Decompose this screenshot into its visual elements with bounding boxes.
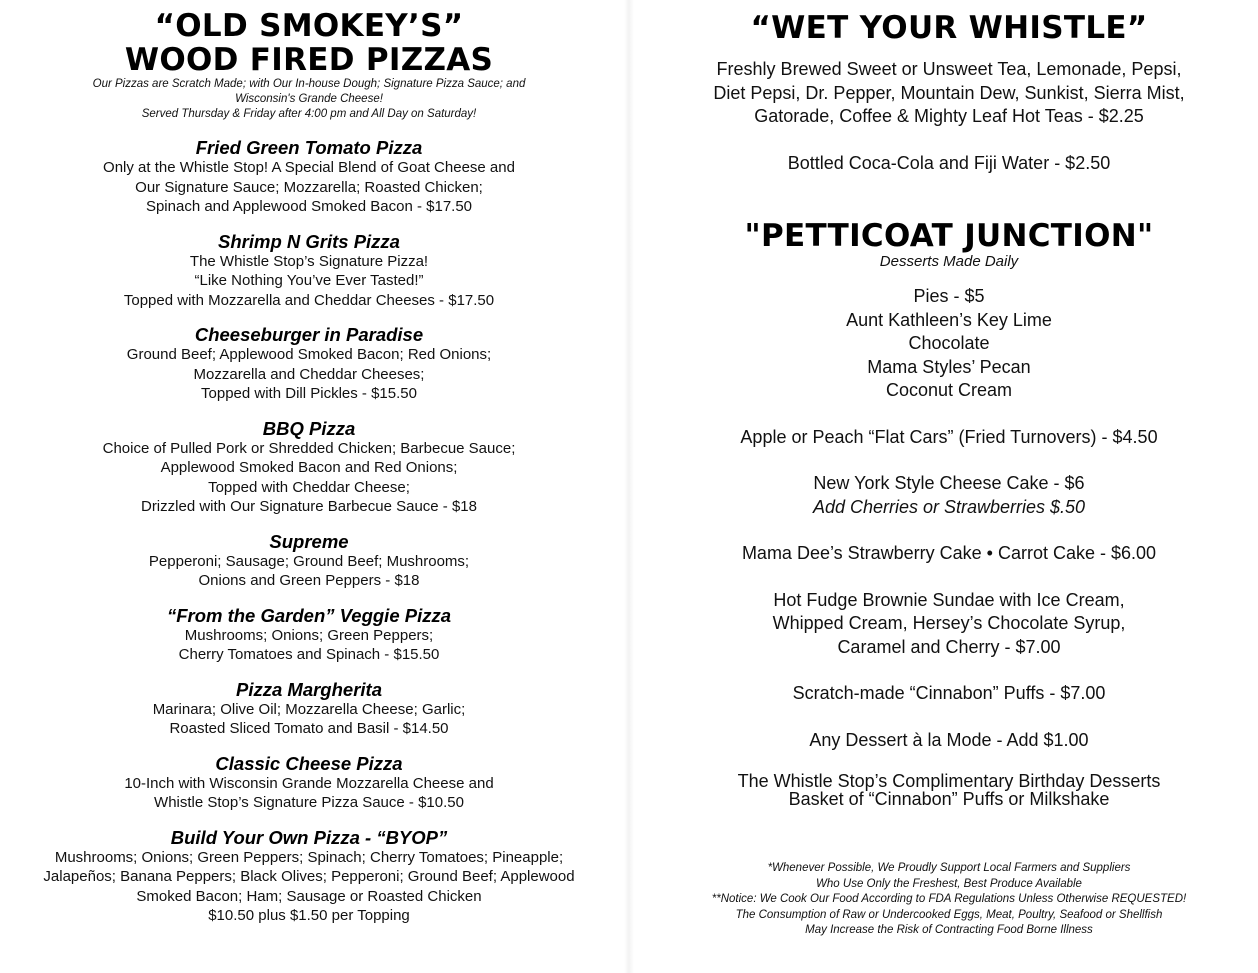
item-description: Whistle Stop’s Signature Pizza Sauce - $10.50 [154, 794, 464, 811]
pizza-intro [0, 77, 618, 122]
menu-item-shrimp-n-grits [0, 232, 618, 311]
menu-item-supreme [0, 532, 618, 591]
birthday-line: The Whistle Stop’s Complimentary Birthday Desserts [737, 771, 1161, 791]
item-description: Applewood Smoked Bacon and Red Onions; [160, 459, 458, 476]
desserts-subtitle: Desserts Made Daily [879, 253, 1019, 270]
item-name: Supreme [269, 530, 349, 552]
item-description: Spinach and Applewood Smoked Bacon - $17.50 [145, 198, 473, 215]
item-description: Drizzled with Our Signature Barbecue Sauce - $18 [140, 498, 477, 515]
notice-line: *Whenever Possible, We Proudly Support Local Farmers and Suppliers [767, 862, 1131, 874]
pies-line: Coconut Cream [885, 380, 1013, 400]
item-description: Mushrooms; Onions; Green Peppers; [184, 626, 434, 644]
sundae-line: Hot Fudge Brownie Sundae with Ice Cream, [773, 589, 1125, 610]
item-description: Ground Beef; Applewood Smoked Bacon; Red Onions; [126, 346, 492, 363]
sundae-line: Whipped Cream, Hersey’s Chocolate Syrup, [772, 613, 1126, 633]
flat-cars: Apple or Peach “Flat Cars” (Fried Turnovers) - $4.50 [740, 426, 1158, 447]
item-description: Choice of Pulled Pork or Shredded Chicken; Barbecue Sauce; [102, 439, 516, 457]
item-description: Onions and Green Peppers - $18 [198, 572, 420, 589]
item-name: “From the Garden” Veggie Pizza [166, 604, 452, 626]
fda-notice [640, 861, 1258, 939]
notice-line: May Increase the Risk of Contracting Food Borne Illness [805, 924, 1093, 936]
intro-line: Wisconsin's Grande Cheese! [235, 93, 383, 105]
birthday-line: Basket of “Cinnabon” Puffs or Milkshake [788, 789, 1110, 809]
item-description: Our Signature Sauce; Mozzarella; Roasted Chicken; [135, 178, 483, 196]
item-description: “Like Nothing You’ve Ever Tasted!” [194, 272, 424, 289]
sundae-line: Caramel and Cherry - $7.00 [837, 636, 1061, 657]
desserts-title: "PETTICOAT JUNCTION" [744, 218, 1154, 254]
item-name: Shrimp N Grits Pizza [218, 230, 400, 252]
intro-line: Our Pizzas are Scratch Made; with Our In-house Dough; Signature Pizza Sauce; and [92, 78, 526, 90]
item-description: $10.50 plus $1.50 per Topping [208, 907, 410, 924]
item-name: Fried Green Tomato Pizza [195, 137, 423, 158]
item-description: Topped with Mozzarella and Cheddar Cheeses - $17.50 [123, 291, 495, 309]
item-description: Pepperoni; Sausage; Ground Beef; Mushrooms; [148, 552, 470, 570]
menu-item-classic-cheese [0, 754, 618, 813]
pizza-title-line1: “OLD SMOKEY’S” [154, 8, 464, 44]
menu-item-pizza-margherita [0, 680, 618, 739]
notice-line: Who Use Only the Freshest, Best Produce Available [816, 877, 1082, 890]
pies-list [640, 285, 1258, 403]
item-name: Cheeseburger in Paradise [194, 324, 424, 345]
a-la-mode: Any Dessert à la Mode - Add $1.00 [809, 729, 1089, 750]
item-description: Only at the Whistle Stop! A Special Blend of Goat Cheese and [103, 159, 515, 176]
menu-item-build-your-own [0, 828, 618, 926]
item-description: The Whistle Stop’s Signature Pizza! [189, 252, 429, 270]
item-description: Topped with Dill Pickles - $15.50 [201, 385, 417, 402]
notice-line: **Notice: We Cook Our Food According to FDA Regulations Unless Otherwise REQUESTED! [711, 893, 1187, 905]
item-description: Marinara; Olive Oil; Mozzarella Cheese; Garlic; [152, 700, 466, 718]
cinnabon-puffs: Scratch-made “Cinnabon” Puffs - $7.00 [792, 683, 1106, 703]
item-name: Pizza Margherita [236, 678, 382, 700]
drinks-line: Diet Pepsi, Dr. Pepper, Mountain Dew, Sunkist, Sierra Mist, [713, 82, 1185, 103]
menu-item-veggie-pizza [0, 606, 618, 665]
pies-line: Pies - $5 [913, 286, 985, 306]
cakes: Mama Dee’s Strawberry Cake • Carrot Cake - $6.00 [741, 543, 1157, 563]
pizza-menu-page [0, 0, 618, 973]
item-name: Classic Cheese Pizza [215, 752, 403, 774]
pizza-title-line2: WOOD FIRED PIZZAS [124, 42, 494, 78]
bottled-drinks: Bottled Coca-Cola and Fiji Water - $2.50 [787, 152, 1111, 173]
menu-item-bbq-pizza [0, 419, 618, 517]
menu-item-cheeseburger-in-paradise [0, 325, 618, 404]
cheesecake: New York Style Cheese Cake - $6 [813, 473, 1085, 493]
drinks-desserts-page [640, 0, 1258, 973]
item-description: Mushrooms; Onions; Green Peppers; Spinach; Cherry Tomatoes; Pineapple; [54, 848, 564, 866]
menu-item-fried-green-tomato [0, 138, 618, 217]
sundae [640, 589, 1258, 660]
pies-line: Chocolate [908, 333, 990, 353]
pies-line: Mama Styles’ Pecan [867, 356, 1031, 377]
birthday-desserts [640, 772, 1258, 808]
item-name: BBQ Pizza [262, 417, 356, 439]
drinks-title: “WET YOUR WHISTLE” [750, 10, 1148, 46]
item-description: Roasted Sliced Tomato and Basil - $14.50 [169, 720, 449, 737]
cheesecake-addon: Add Cherries or Strawberries $.50 [812, 496, 1086, 517]
item-description: 10-Inch with Wisconsin Grande Mozzarella Cheese and [124, 774, 494, 792]
drinks-line: Gatorade, Coffee & Mighty Leaf Hot Teas - $2.25 [754, 106, 1144, 126]
intro-line: Served Thursday & Friday after 4:00 pm and All Day on Saturday! [141, 108, 477, 120]
notice-line: The Consumption of Raw or Undercooked Eggs, Meat, Poultry, Seafood or Shellfish [735, 908, 1163, 921]
item-description: Smoked Bacon; Ham; Sausage or Roasted Chicken [136, 887, 482, 905]
item-name: Build Your Own Pizza - “BYOP” [170, 826, 448, 848]
drinks-line: Freshly Brewed Sweet or Unsweet Tea, Lemonade, Pepsi, [716, 59, 1182, 79]
item-description: Topped with Cheddar Cheese; [208, 478, 410, 496]
item-description: Jalapeños; Banana Peppers; Black Olives; Pepperoni; Ground Beef; Applewood [43, 868, 575, 885]
drinks-list [640, 58, 1258, 129]
page-fold [624, 0, 634, 973]
item-description: Cherry Tomatoes and Spinach - $15.50 [178, 646, 440, 663]
item-description: Mozzarella and Cheddar Cheeses; [193, 365, 425, 383]
pies-line: Aunt Kathleen’s Key Lime [846, 309, 1052, 330]
